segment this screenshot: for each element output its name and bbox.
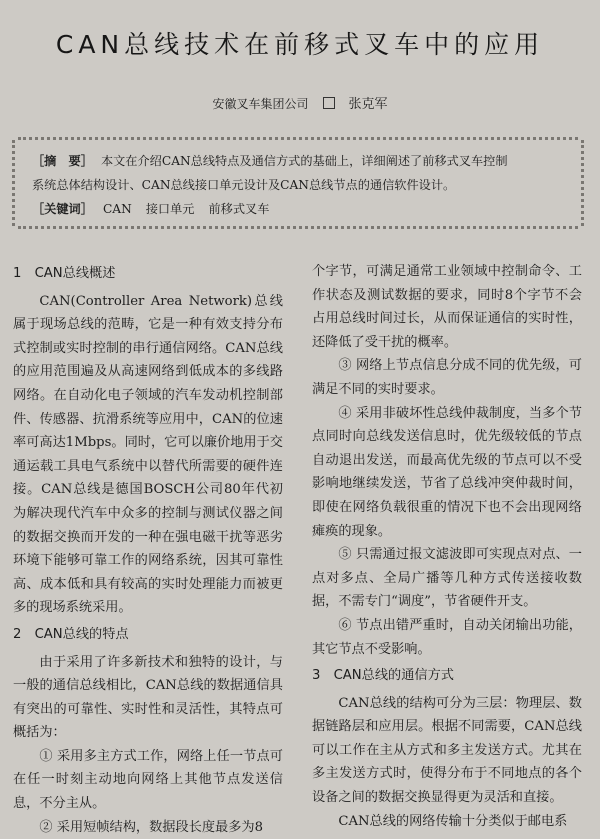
keyword: 前移式叉车 [208, 202, 270, 216]
keywords-line [32, 200, 283, 217]
affiliation: 安徽叉车集团公司 [212, 97, 309, 111]
byline [0, 93, 600, 112]
list-item: ③ 网络上节点信息分成不同的优先级，可满足不同的实时要求。 [312, 358, 582, 397]
article-title: CAN总线技术在前移式叉车中的应用 [55, 29, 545, 59]
author-name: 张克军 [348, 97, 388, 112]
keyword: 接口单元 [145, 202, 195, 216]
abstract-label: ［摘 要］ [32, 154, 93, 168]
paragraph-continued: 个字节，可满足通常工业领域中控制命令、工作状态及测试数据的要求，同时8个字节不会占用总线时间过长，从而保证通信的实时性，还降低了受干扰的概率。 [312, 264, 582, 350]
right-column [312, 260, 582, 833]
list-item: ⑥ 节点出错严重时，自动关闭输出功能，其它节点不受影响。 [312, 617, 582, 657]
list-item: ② 采用短帧结构，数据段长度最多为8 [39, 819, 263, 835]
paragraph: CAN总线的结构可分为三层：物理层、数据链路层和应用层。根据不同需要，CAN总线可以工作在主从方式和多主发送方式。尤其在多主发送方式时，使得分布于不同地点的各个设备之间的数据交换显得更为灵活和直接。 [312, 695, 582, 806]
abstract-text-1: 本文在介绍CAN总线特点及通信方式的基础上，详细阐述了前移式叉车控制 [100, 154, 508, 168]
list-item: ① 采用多主方式工作，网络上任一节点可在任一时刻主动地向网络上其他节点发送信息，不分主从。 [13, 748, 283, 812]
left-column [13, 260, 283, 839]
list-item: ⑤ 只需通过报文滤波即可实现点对点、一点对多点、全局广播等几种方式传送接收数据，不需专门“调度”，节省硬件开支。 [312, 547, 582, 610]
section-heading: 1 CAN总线概述 [13, 266, 116, 281]
abstract-line-1 [32, 152, 508, 169]
paragraph: 由于采用了许多新技术和独特的设计，与一般的通信总线相比，CAN总线的数据通信具有突出的可靠性、实时性和灵活性，其特点可概括为： [13, 654, 283, 741]
separator-box-icon [323, 97, 335, 109]
abstract-line-2: 系统总体结构设计、CAN总线接口单元设计及CAN总线节点的通信软件设计。 [32, 178, 456, 192]
section-heading: 3 CAN总线的通信方式 [312, 668, 454, 684]
section-heading: 2 CAN总线的特点 [13, 626, 129, 642]
paragraph: CAN总线的网络传输十分类似于邮电系 [338, 813, 568, 829]
paragraph: CAN(Controller Area Network)总线属于现场总线的范畴，它是一种有效支持分布式控制或实时控制的串行通信网络。CAN总线的应用范围遍及从高速网络到低成本的多线路网络。在自动化电子领域的汽车发动机控制部件、传感器、抗滑系统等应用中，CAN的位速率可高达1Mbps。同时，它可以廉价地用于交通运载工具电气系统中以替代所需要的硬件连接。CAN总线是德国BOSCH公司80年代初为解决现代汽车中众多的控制与测试仪器之间的数据交换而开发的一种在强电磁干扰等恶劣环境下能够可靠工作的网络系统，因其可靠性高、成本低和具有较高的实时处理能力而被更多的现场系统采用。 [13, 293, 283, 616]
abstract-box [18, 137, 578, 229]
keywords-label: ［关键词］ [32, 202, 93, 216]
keyword: CAN [102, 202, 132, 216]
list-item: ④ 采用非破坏性总线仲裁制度，当多个节点同时向总线发送信息时，优先级较低的节点自动退出发送，而最高优先级的节点可以不受影响地继续发送，节省了总线冲突仲裁时间，即使在网络负载很重的情况下也不会出现网络瘫痪的现象。 [312, 405, 582, 539]
